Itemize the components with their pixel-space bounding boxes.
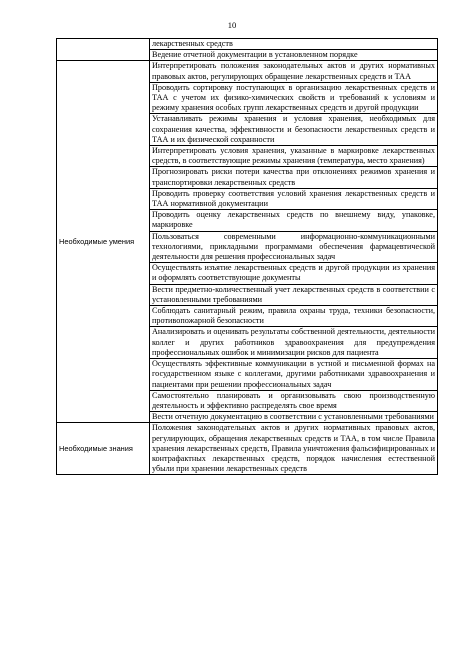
skill-item: Вести отчетную документацию в соответствии с установленными требованиями <box>150 412 438 423</box>
skill-item: Интерпретировать условия хранения, указанные в маркировке лекарственных средств, в соответствующие режимы хранения (температура, место хранения) <box>150 146 438 167</box>
skills-label: Необходимые умения <box>57 61 150 423</box>
skill-item: Соблюдать санитарный режим, правила охраны труда, техники безопасности, противопожарной безопасности <box>150 306 438 327</box>
skill-item: Анализировать и оценивать результаты собственной деятельности, деятельности коллег и других работников здравоохранения для предупреждения профессиональных ошибок и минимизации рисков для пациента <box>150 327 438 359</box>
skill-item: Прогнозировать риски потери качества при отклонениях режимов хранения и транспортировки лекарственных средств <box>150 167 438 188</box>
table-row <box>57 423 438 475</box>
knowledge-item: Положения законодательных актов и других нормативных правовых актов, регулирующих, обращения лекарственных средств и ТАА, в том числе Правила хранения лекарственных средств, Правила уничтожения фальсифицированных и контрафактных лекарственных средств, порядок начисления естественной убыли при хранении лекарственных средств <box>150 423 438 475</box>
table-cell: Ведение отчетной документации в установленном порядке <box>150 50 438 61</box>
skill-item: Проводить сортировку поступающих в организацию лекарственных средств и ТАА с учетом их физико-химических свойств и требований к условиям и режиму хранения особых групп лекарственных средств и другой продукции <box>150 82 438 114</box>
skill-item: Осуществлять изъятие лекарственных средств и другой продукции из хранения и оформлять соответствующие документы <box>150 263 438 284</box>
table-cell: лекарственных средств <box>150 39 438 50</box>
skill-item: Пользоваться современными информационно-коммуникационными технологиями, прикладными программами обеспечения фармацевтической деятельности для решения профессиональных задач <box>150 231 438 263</box>
knowledge-label: Необходимые знания <box>57 423 150 475</box>
table-row <box>57 39 438 50</box>
empty-label-cell <box>57 39 150 61</box>
skill-item: Самостоятельно планировать и организовывать свою производственную деятельность и эффективно распределять свое время <box>150 390 438 411</box>
competency-table <box>56 38 438 475</box>
table-row <box>57 61 438 82</box>
skill-item: Осуществлять эффективные коммуникации в устной и письменной формах на государственном языке с коллегами, другими работниками здравоохранения и пациентами при решении профессиональных задач <box>150 359 438 391</box>
skill-item: Проводить оценку лекарственных средств по внешнему виду, упаковке, маркировке <box>150 210 438 231</box>
skill-item: Вести предметно-количественный учет лекарственных средств в соответствии с установленными требованиями <box>150 284 438 305</box>
page-number: 10 <box>227 20 237 30</box>
skill-item: Устанавливать режимы хранения и условия хранения, необходимых для сохранения качества, эффективности и безопасности лекарственных средств и ТАА и их физической сохранности <box>150 114 438 146</box>
skill-item: Проводить проверку соответствия условий хранения лекарственных средств и ТАА нормативной документации <box>150 188 438 209</box>
skill-item: Интерпретировать положения законодательных актов и других нормативных правовых актов, регулирующих обращение лекарственных средств и ТАА <box>150 61 438 82</box>
